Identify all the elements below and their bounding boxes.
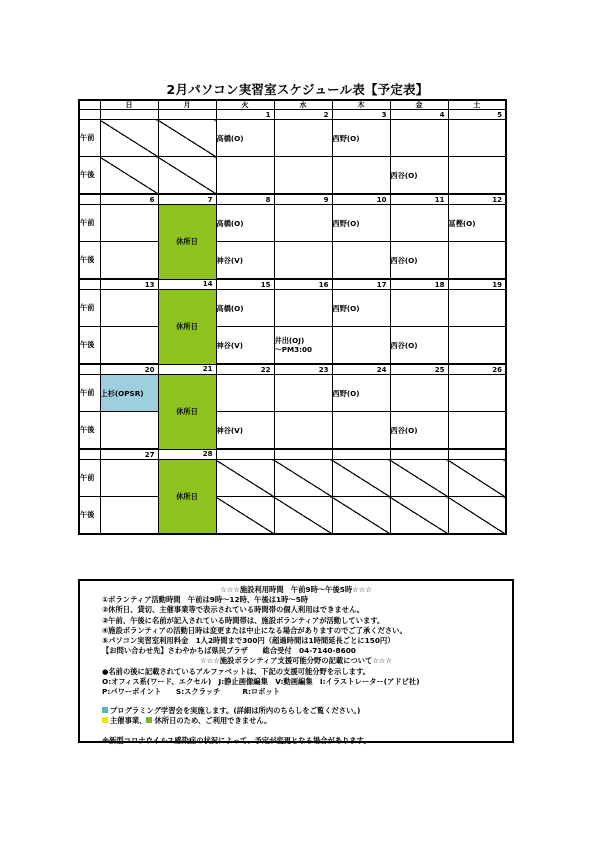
- schedule-cell: [216, 157, 274, 195]
- schedule-cell: [274, 157, 332, 195]
- schedule-cell: [274, 412, 332, 450]
- hours-header: ☆☆☆施設利用時間 午前9時～午後5時☆☆☆: [220, 585, 372, 594]
- schedule-cell: 西谷(O): [390, 242, 448, 280]
- note-line: ③午前、午後に名前が記入されている時間帯は、施設ボランティアが活動しています。: [102, 615, 385, 625]
- schedule-cell: 西谷(O): [390, 327, 448, 365]
- schedule-cell: [274, 375, 332, 412]
- date-number: 27: [100, 449, 158, 460]
- legend-closed: 主催事業、 休所日のため、ご利用できません。: [102, 716, 512, 726]
- schedule-cell: 神谷(V): [216, 412, 274, 450]
- date-number: 11: [390, 194, 448, 205]
- afternoon-row: [79, 242, 506, 280]
- schedule-cell: 西野(O): [332, 120, 390, 157]
- weekday-header: 水: [274, 100, 332, 110]
- notes-box: [78, 579, 514, 743]
- schedule-cell: [274, 242, 332, 280]
- morning-label: 午前: [79, 460, 100, 497]
- schedule-cell: [332, 157, 390, 195]
- unavailable-cell: [100, 120, 158, 157]
- date-number: 2: [274, 110, 332, 120]
- unavailable-cell: [216, 497, 274, 535]
- unavailable-cell: [158, 157, 216, 195]
- schedule-cell: [100, 497, 158, 535]
- unavailable-cell: [332, 460, 390, 497]
- schedule-cell: [448, 157, 506, 195]
- date-number: 18: [390, 279, 448, 290]
- date-number: [332, 449, 390, 460]
- schedule-cell: [448, 327, 506, 365]
- page-title: 2月パソコン実習室スケジュール表【予定表】: [166, 82, 429, 97]
- schedule-cell: [390, 205, 448, 242]
- schedule-cell: 西野(O): [332, 205, 390, 242]
- weekday-header: 火: [216, 100, 274, 110]
- date-row: [79, 110, 506, 120]
- schedule-cell: [100, 205, 158, 242]
- schedule-cell: 神谷(V): [216, 242, 274, 280]
- date-number: 7: [158, 194, 216, 205]
- date-row-label: [79, 194, 100, 205]
- date-number: 26: [448, 364, 506, 375]
- schedule-cell: [390, 290, 448, 327]
- schedule-cell: 高橋(O): [216, 205, 274, 242]
- afternoon-row: [79, 412, 506, 450]
- unavailable-cell: [448, 497, 506, 535]
- date-row-label: [79, 279, 100, 290]
- schedule-cell: 井出(OJ) ～PM3:00: [274, 327, 332, 365]
- schedule-cell: 西谷(O): [390, 157, 448, 195]
- afternoon-label: 午後: [79, 412, 100, 450]
- schedule-cell: [448, 242, 506, 280]
- unavailable-cell: [158, 120, 216, 157]
- date-row-label: [79, 364, 100, 375]
- unavailable-cell: [216, 460, 274, 497]
- date-number: 25: [390, 364, 448, 375]
- afternoon-label: 午後: [79, 497, 100, 535]
- date-number: 12: [448, 194, 506, 205]
- blue-square-icon: [102, 707, 108, 713]
- date-number: 22: [216, 364, 274, 375]
- date-number: [448, 449, 506, 460]
- date-number: 4: [390, 110, 448, 120]
- date-number: [390, 449, 448, 460]
- morning-row: [79, 290, 506, 327]
- morning-label: 午前: [79, 205, 100, 242]
- schedule-cell: [390, 120, 448, 157]
- schedule-cell: [274, 290, 332, 327]
- support-line: ●名前の後に記載されているアルファベットは、下記の支援可能分野を示します。: [102, 666, 371, 676]
- holiday-cell: 休所日: [158, 205, 216, 280]
- weekday-header: 月: [158, 100, 216, 110]
- schedule-cell: [448, 412, 506, 450]
- date-row: [79, 364, 506, 375]
- contact-line: 【お問い合わせ先】さわやかちば県民プラザ 総合受付 04-7140-8600: [102, 646, 356, 656]
- legend-programming: プログラミング学習会を実施します。(詳細は所内のちらしをご覧ください。): [102, 706, 512, 716]
- unavailable-cell: [100, 157, 158, 195]
- schedule-cell: [332, 242, 390, 280]
- unavailable-cell: [332, 497, 390, 535]
- afternoon-label: 午後: [79, 157, 100, 195]
- morning-row: [79, 375, 506, 412]
- afternoon-row: [79, 327, 506, 365]
- date-number: 5: [448, 110, 506, 120]
- weekday-header: 金: [390, 100, 448, 110]
- schedule-cell: [332, 412, 390, 450]
- yellow-square-icon: [102, 717, 108, 723]
- date-number: [216, 449, 274, 460]
- schedule-cell: [448, 290, 506, 327]
- morning-row: [79, 460, 506, 497]
- date-number: 21: [158, 364, 216, 375]
- unavailable-cell: [390, 497, 448, 535]
- schedule-cell: 西谷(O): [390, 412, 448, 450]
- schedule-cell: [274, 205, 332, 242]
- schedule-cell: [448, 375, 506, 412]
- unavailable-cell: [448, 460, 506, 497]
- note-line: ①ボランティア活動時間 午前は9時～12時、午後は1時～5時: [102, 595, 309, 605]
- schedule-cell: 冨樫(O): [448, 205, 506, 242]
- holiday-cell: 休所日: [158, 375, 216, 450]
- date-row: [79, 279, 506, 290]
- schedule-cell: [100, 412, 158, 450]
- date-row-label: [79, 449, 100, 460]
- afternoon-row: [79, 157, 506, 195]
- date-number: 20: [100, 364, 158, 375]
- date-number: 1: [216, 110, 274, 120]
- unavailable-cell: [274, 460, 332, 497]
- date-number: 24: [332, 364, 390, 375]
- schedule-cell: [100, 290, 158, 327]
- schedule-calendar: [78, 99, 507, 535]
- date-number: 6: [100, 194, 158, 205]
- date-number: 23: [274, 364, 332, 375]
- note-line: ④施設ボランティアの活動日時は変更または中止になる場合がありますのでご了承ください。: [102, 625, 407, 635]
- afternoon-label: 午後: [79, 327, 100, 365]
- morning-label: 午前: [79, 375, 100, 412]
- schedule-cell: [216, 375, 274, 412]
- morning-label: 午前: [79, 120, 100, 157]
- date-row: [79, 449, 506, 460]
- schedule-cell: 高橋(O): [216, 120, 274, 157]
- holiday-cell: 休所日: [158, 290, 216, 365]
- weekday-header: 土: [448, 100, 506, 110]
- schedule-cell: 神谷(V): [216, 327, 274, 365]
- morning-label: 午前: [79, 290, 100, 327]
- weekday-header: 木: [332, 100, 390, 110]
- date-number: [158, 110, 216, 120]
- schedule-cell: [332, 327, 390, 365]
- unavailable-cell: [390, 460, 448, 497]
- afternoon-label: 午後: [79, 242, 100, 280]
- afternoon-row: [79, 497, 506, 535]
- holiday-cell: 休所日: [158, 460, 216, 535]
- corner-cell: [79, 100, 100, 110]
- covid-note: ※新型コロナウイルス感染症の状況によって、予定が変更となる場合があります。: [102, 735, 371, 745]
- schedule-cell: [274, 120, 332, 157]
- schedule-cell: [448, 120, 506, 157]
- schedule-cell: [100, 242, 158, 280]
- weekday-header-row: [79, 100, 506, 110]
- morning-row: [79, 120, 506, 157]
- date-number: 10: [332, 194, 390, 205]
- schedule-cell: [100, 327, 158, 365]
- date-number: 16: [274, 279, 332, 290]
- date-number: 15: [216, 279, 274, 290]
- date-number: 8: [216, 194, 274, 205]
- weekday-header: 日: [100, 100, 158, 110]
- date-number: 28: [158, 449, 216, 460]
- unavailable-cell: [274, 497, 332, 535]
- support-line: O:オフィス系(ワード、エクセル) J:静止画像編集 V:動画編集 I:イラストレーター(アドビ社): [102, 676, 420, 686]
- date-number: [100, 110, 158, 120]
- note-line: ⑤パソコン実習室利用料金 1人2時間まで300円（超過時間は1時間延長ごとに150円）: [102, 636, 395, 646]
- date-number: 13: [100, 279, 158, 290]
- date-number: 3: [332, 110, 390, 120]
- schedule-cell: 高橋(O): [216, 290, 274, 327]
- schedule-cell: 西野(O): [332, 290, 390, 327]
- green-square-icon: [146, 717, 152, 723]
- note-line: ②休所日、貸切、主催事業等で表示されている時間帯の個人利用はできません。: [102, 605, 365, 615]
- date-number: [274, 449, 332, 460]
- date-row-label: [79, 110, 100, 120]
- date-number: 14: [158, 279, 216, 290]
- programming-cell: 上杉(OPSR): [100, 375, 158, 412]
- date-number: 17: [332, 279, 390, 290]
- date-number: 19: [448, 279, 506, 290]
- morning-row: [79, 205, 506, 242]
- schedule-cell: [390, 375, 448, 412]
- date-row: [79, 194, 506, 205]
- support-header: ☆☆☆施設ボランティア支援可能分野の記載について☆☆☆: [200, 656, 392, 666]
- schedule-cell: 西野(O): [332, 375, 390, 412]
- support-line: P:パワーポイント S:スクラッチ R:ロボット: [102, 687, 281, 697]
- schedule-cell: [100, 460, 158, 497]
- date-number: 9: [274, 194, 332, 205]
